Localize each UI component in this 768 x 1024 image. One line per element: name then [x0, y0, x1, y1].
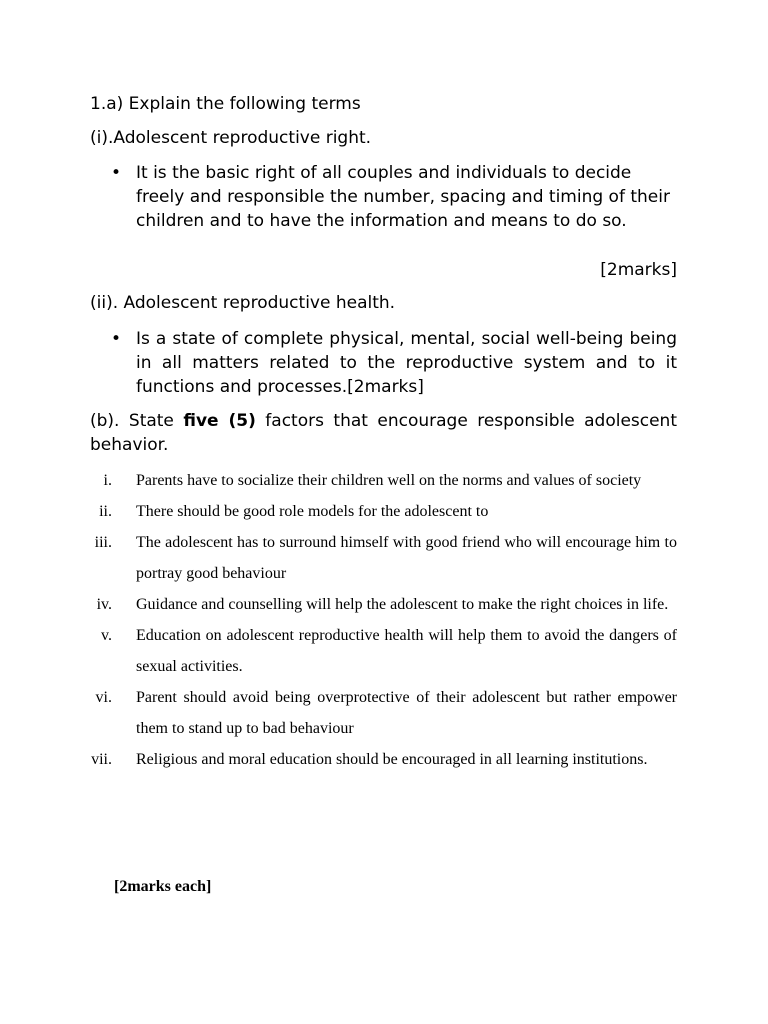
- list-item-number: v.: [101, 627, 112, 644]
- list-item-text: Parents have to socialize their children well on the norms and values of society: [136, 472, 642, 489]
- list-item-number: i.: [103, 472, 112, 489]
- term2-bullet: [111, 327, 677, 399]
- list-item: [0, 744, 677, 775]
- part-b-suffix: factors that encourage responsible adolescent behavior.: [90, 411, 678, 455]
- part-b-question: [90, 409, 677, 457]
- term2-answer: Is a state of complete physical, mental, social well-being being in all matters related to the reproductive system and to it functions and processes.[2marks]: [136, 329, 677, 397]
- list-item-text: The adolescent has to surround himself with good friend who will encourage him to portray good behaviour: [136, 534, 677, 582]
- bullet-icon: •: [111, 163, 122, 183]
- list-item-text: Education on adolescent reproductive health will help them to avoid the dangers of sexual activities.: [136, 627, 677, 675]
- part-b-emphasis: five (5): [183, 411, 256, 431]
- list-item-text: Parent should avoid being overprotective of their adolescent but rather empower them to stand up to bad behaviour: [136, 689, 677, 737]
- list-item: [0, 496, 677, 527]
- term2-heading: (ii). Adolescent reproductive health.: [90, 293, 396, 313]
- bullet-icon: •: [111, 329, 122, 349]
- list-item-number: vi.: [95, 689, 112, 706]
- term1-bullet: [111, 161, 677, 233]
- list-item-text: There should be good role models for the adolescent to: [136, 503, 489, 520]
- list-item: [0, 527, 677, 589]
- part-b-prefix: (b). State: [90, 411, 184, 431]
- list-item: [0, 465, 677, 496]
- factors-list: [0, 465, 768, 775]
- marks-each-note: [2marks each]: [114, 878, 212, 895]
- question-title: 1.a) Explain the following terms: [90, 94, 361, 114]
- list-item-text: Guidance and counselling will help the adolescent to make the right choices in life.: [136, 596, 669, 613]
- list-item-number: iii.: [94, 534, 112, 551]
- list-item-number: vii.: [91, 751, 112, 768]
- list-item-text: Religious and moral education should be encouraged in all learning institutions.: [136, 751, 648, 768]
- term1-marks: [2marks]: [600, 260, 677, 280]
- term1-answer: It is the basic right of all couples and individuals to decide freely and responsible the number, spacing and timing of their children and to have the information and means to do so.: [136, 163, 670, 231]
- list-item-number: iv.: [96, 596, 112, 613]
- list-item: [0, 620, 677, 682]
- term1-heading: (i).Adolescent reproductive right.: [90, 128, 372, 148]
- list-item: [0, 589, 677, 620]
- list-item-number: ii.: [99, 503, 112, 520]
- list-item: [0, 682, 677, 744]
